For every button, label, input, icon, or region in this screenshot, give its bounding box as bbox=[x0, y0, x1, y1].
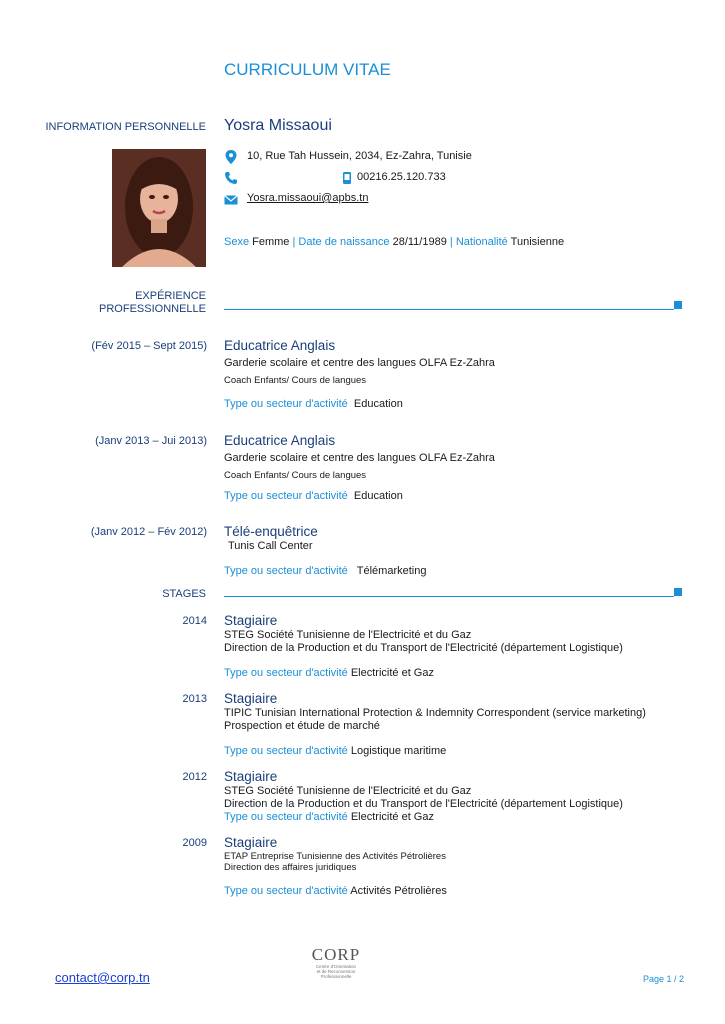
job-title: Educatrice Anglais bbox=[224, 433, 336, 448]
experience-dates: (Janv 2013 – Jui 2013) bbox=[95, 435, 207, 447]
stage-year: 2013 bbox=[182, 693, 207, 705]
sector-value: Electricité et Gaz bbox=[350, 811, 434, 823]
job-title: Educatrice Anglais bbox=[224, 338, 336, 353]
stage-org: TIPIC Tunisian International Protection & Indemnity Correspondent (service marketing) bbox=[224, 707, 646, 719]
employer: Garderie scolaire et centre des langues OLFA Ez-Zahra bbox=[224, 452, 495, 464]
phone-text: 00216.25.120.733 bbox=[357, 171, 446, 183]
sexe-label: Sexe bbox=[224, 236, 250, 248]
stage-description: Prospection et étude de marché bbox=[224, 720, 380, 732]
employer: Garderie scolaire et centre des langues OLFA Ez-Zahra bbox=[224, 357, 495, 369]
sector-line bbox=[224, 490, 403, 502]
email-link[interactable]: Yosra.missaoui@apbs.tn bbox=[247, 192, 369, 204]
stage-year: 2012 bbox=[182, 771, 207, 783]
phone-icon bbox=[224, 171, 238, 185]
sector-line bbox=[224, 565, 426, 577]
logo-subtitle: Centre d'Orientation bbox=[315, 964, 357, 969]
section-rule bbox=[224, 596, 674, 597]
page-title: CURRICULUM VITAE bbox=[224, 60, 391, 79]
stage-description: Direction de la Production et du Transport de l'Electricité (département Logistique) bbox=[224, 798, 623, 810]
sector-value: Education bbox=[353, 490, 403, 502]
experience-dates: (Fév 2015 – Sept 2015) bbox=[91, 340, 207, 352]
job-description: Coach Enfants/ Cours de langues bbox=[224, 375, 367, 386]
stage-year: 2014 bbox=[182, 615, 207, 627]
sector-label: Type ou secteur d'activité bbox=[224, 490, 348, 502]
sector-value: Logistique maritime bbox=[350, 745, 447, 757]
stage-title: Stagiaire bbox=[224, 613, 278, 628]
sector-label: Type ou secteur d'activité bbox=[224, 745, 348, 757]
section-label-line: EXPÉRIENCE bbox=[135, 290, 206, 302]
sector-line bbox=[224, 745, 446, 757]
sector-label: Type ou secteur d'activité bbox=[224, 667, 348, 679]
section-label-experience bbox=[20, 290, 206, 316]
person-name: Yosra Missaoui bbox=[224, 117, 332, 134]
section-label-stages: STAGES bbox=[162, 588, 206, 600]
sector-value: Electricité et Gaz bbox=[350, 667, 434, 679]
stage-description: Direction des affaires juridiques bbox=[224, 862, 357, 873]
sector-line bbox=[224, 811, 434, 823]
corp-logo bbox=[300, 946, 372, 979]
stage-org: STEG Société Tunisienne de l'Electricité et du Gaz bbox=[224, 629, 472, 641]
employer: Tunis Call Center bbox=[228, 540, 313, 552]
contact-email-link[interactable]: contact@corp.tn bbox=[55, 970, 150, 985]
sector-label: Type ou secteur d'activité bbox=[224, 885, 348, 897]
sector-value: Education bbox=[353, 398, 403, 410]
address-text: 10, Rue Tah Hussein, 2034, Ez-Zahra, Tunisie bbox=[247, 150, 472, 162]
section-marker bbox=[674, 588, 682, 596]
stage-description: Direction de la Production et du Transport de l'Electricité (département Logistique) bbox=[224, 642, 623, 654]
separator: | bbox=[292, 236, 296, 248]
sector-line bbox=[224, 667, 434, 679]
section-rule bbox=[224, 309, 674, 310]
stage-org: ETAP Entreprise Tunisienne des Activités Pétrolières bbox=[224, 851, 446, 862]
birth-label: Date de naissance bbox=[298, 236, 390, 248]
stage-org: STEG Société Tunisienne de l'Electricité et du Gaz bbox=[224, 785, 472, 797]
stage-title: Stagiaire bbox=[224, 691, 278, 706]
section-label-personal: INFORMATION PERSONNELLE bbox=[45, 121, 206, 133]
job-description: Coach Enfants/ Cours de langues bbox=[224, 470, 367, 481]
sector-line bbox=[224, 885, 447, 897]
mobile-icon bbox=[342, 171, 352, 185]
personal-details-line bbox=[224, 236, 564, 248]
sector-label: Type ou secteur d'activité bbox=[224, 565, 348, 577]
experience-dates: (Janv 2012 – Fév 2012) bbox=[90, 526, 207, 538]
job-title: Télé-enquêtrice bbox=[224, 524, 318, 539]
separator: | bbox=[449, 236, 453, 248]
envelope-icon bbox=[224, 193, 238, 207]
map-pin-icon bbox=[224, 150, 238, 164]
stage-year: 2009 bbox=[182, 837, 207, 849]
sector-line bbox=[224, 398, 403, 410]
page-number: Page 1 / 2 bbox=[642, 974, 684, 984]
sector-value: Télémarketing bbox=[356, 565, 427, 577]
logo-subtitle: Professionnelle bbox=[320, 974, 352, 979]
section-marker bbox=[674, 301, 682, 309]
sexe-value: Femme bbox=[252, 236, 290, 248]
stage-title: Stagiaire bbox=[224, 769, 278, 784]
logo-subtitle: et de Reconversion bbox=[316, 969, 356, 974]
profile-photo bbox=[112, 149, 206, 267]
sector-label: Type ou secteur d'activité bbox=[224, 398, 348, 410]
nationality-label: Nationalité bbox=[455, 236, 508, 248]
sector-value: Activités Pétrolières bbox=[350, 885, 447, 897]
stage-title: Stagiaire bbox=[224, 835, 278, 850]
birth-value: 28/11/1989 bbox=[392, 236, 447, 248]
sector-label: Type ou secteur d'activité bbox=[224, 811, 348, 823]
logo-text: CORP bbox=[311, 945, 361, 964]
nationality-value: Tunisienne bbox=[510, 236, 565, 248]
section-label-line: PROFESSIONNELLE bbox=[99, 303, 206, 315]
